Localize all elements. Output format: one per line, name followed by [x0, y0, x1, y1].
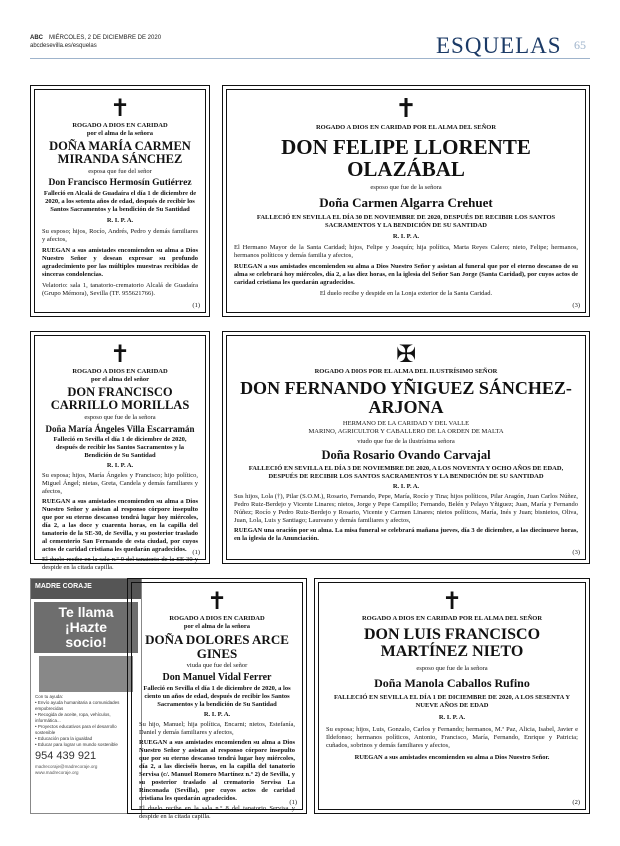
header-site: abcdesevilla.es/esquelas: [30, 43, 97, 49]
obituary-martinez: [314, 578, 590, 814]
cross-icon: ✝: [109, 340, 131, 368]
obituary-llorente: [222, 85, 590, 317]
rip-text: R. I. P. A.: [203, 711, 231, 719]
rogado-text: ROGADO A DIOS EN CARIDAD: [72, 122, 168, 129]
por-text: por el alma de la señora: [86, 130, 154, 137]
spouse-name: Don Francisco Hermosín Gutiérrez: [48, 178, 192, 189]
death-notice: Falleció en Alcalá de Guadaíra el día 1 de diciembre de 2020, a los setenta años de edad, después de recibir los Santos Sacramentos y la bendición de Su Santidad: [43, 190, 197, 214]
deceased-name: DON FRANCISCO CARRILLO MORILLAS: [50, 385, 190, 413]
relation-text: esposo que fue de la señora: [370, 184, 442, 192]
spouse-name: Doña Manola Caballos Rufino: [374, 675, 530, 690]
deceased-name: DOÑA DOLORES ARCE GINES: [145, 632, 289, 661]
family-text: El Hermano Mayor de la Santa Caridad; hijos, Felipe y Joaquín; hija política, Marta Reyes Calero; nieto, Felipe; hermanos, hermanos políticos y demás familia y afectos,: [234, 244, 578, 260]
death-notice: FALLECIÓ EN SEVILLA EL DÍA 3 DE NOVIEMBRE DE 2020, A LOS NOVENTA Y OCHO AÑOS DE EDAD, DESPUÉS DE RECIBIR LOS SANTOS SACRAMENTOS Y LA BENDICIÓN DE SU SANTIDAD: [248, 464, 564, 480]
spouse-name: Doña Rosario Ovando Carvajal: [321, 447, 491, 462]
rip-text: R. I. P. A.: [438, 713, 466, 721]
por-text: por el alma de la señora: [183, 623, 251, 630]
family-text: Su esposo; hijos, Rocío, Andrés, Pedro y demás familiares y afectos,: [42, 228, 198, 244]
obituary-arce: [127, 578, 307, 821]
ad-headline: [34, 602, 138, 653]
ad-line-2: ¡Hazte: [64, 619, 107, 635]
family-text: Su esposa; hijos, Luis, Gonzalo, Carlos y Fernando; hermanos, M.ª Paz, Alicia, Isabel, Javier e Ildefonso; hermanos políticos, Antonio, Francisco, María, Fernando, Enrique y Patricia; cuñados, sobrinos y demás familiares y afectos,: [326, 725, 578, 749]
obituary-carrillo: [30, 331, 210, 572]
header-date: MIÉRCOLES, 2 DE DICIEMBRE DE 2020: [49, 35, 162, 41]
duelo-text: El duelo recibe y despide en la Lonja exterior de la Santa Caridad.: [319, 290, 493, 298]
duelo-text: El duelo recibe en la sala n.º 8 del tanatorio Servisa y despide en la citada capilla.: [139, 805, 295, 821]
death-notice: FALLECIÓ EN SEVILLA EL DÍA 30 DE NOVIEMBRE DE 2020, DESPUÉS DE RECIBIR LOS SANTOS SACRAMENTOS Y LA BENDICIÓN DE SU SANTIDAD: [256, 214, 556, 230]
spouse-name: Don Manuel Vidal Ferrer: [162, 672, 272, 684]
ad-email[interactable]: madrecoraje@madrecoraje.org: [35, 764, 98, 769]
title-line-2: MARINO, AGRICULTOR Y CABALLERO DE LA ORDEN DE MALTA: [308, 427, 504, 435]
ad-list-item: • Educar para lograr un mundo sostenible: [35, 742, 118, 747]
ad-list-item: • Envío ayuda humanitaria a comunidades empobrecidas: [35, 700, 120, 711]
ruegan-text: RUEGAN a sus amistades encomienden su alma a Dios Nuestro Señor y asistan al responso córpore insepulto que por su eterno descanso tendrá lugar hoy miércoles, día 2, a las dieciséis horas, en la capilla del tanatorio Servisa (c/. Manuel Romero Martínez n.º 2) de Sevilla, y su posterior traslado al crematorio Servisa La Rinconada (Sevilla), por cuyos actos de caridad cristiana les quedarán agradecidos.: [139, 739, 295, 803]
notice-count: (2): [572, 799, 580, 806]
relation-text: esposo que fue de la señora: [416, 664, 488, 672]
madre-coraje-ad[interactable]: [30, 578, 142, 814]
notice-count: (1): [289, 799, 297, 806]
header-divider: [30, 58, 590, 59]
relation-text: viuda que fue del señor: [186, 662, 248, 670]
header-meta: [30, 34, 161, 50]
ad-list: [31, 694, 141, 748]
ad-phone[interactable]: 954 439 921: [35, 750, 97, 762]
death-notice: Falleció en Sevilla el día 1 de diciembre de 2020, a los ciento un años de edad, después de recibir los Santos Sacramentos y la bendición de Su Santidad: [143, 685, 291, 709]
cross-icon: ✝: [395, 94, 417, 124]
ruegan-text: RUEGAN a sus amistades encomienden su alma a Dios Nuestro Señor.: [354, 753, 550, 761]
cross-icon: ✝: [206, 587, 228, 615]
notice-count: (3): [572, 302, 580, 309]
obituary-yniguez: [222, 331, 590, 564]
rogado-text: ROGADO A DIOS POR EL ALMA DEL ILUSTRÍSIMO SEÑOR: [314, 368, 498, 375]
death-notice: FALLECIÓ EN SEVILLA EL DÍA 1 DE DICIEMBRE DE 2020, A LOS SESENTA Y NUEVE AÑOS DE EDAD: [333, 693, 571, 709]
section-title: ESQUELAS: [436, 33, 562, 58]
obituary-miranda: [30, 85, 210, 317]
family-text: Sus hijos, Lola (†), Pilar (S.O.M.), Rosario, Fernando, Pepe, María, Rocío y Tina; hijos políticos, Pilar Aragón, Juan Carlos Núñez, Pedro Ruiz-Berdejo y Vicente Linares; nietos, Jorge y Pepe Campillo; Fernando, Belén y Pelayo Yñiguez; Juan, María y Fernando Núñez; Rocío y Pedro Ruiz-Berdejo y Rosario, Vicente y Carmen Linares; nietos políticos, María, Inés y Juan; bisnietos, Oliva, Juan, Lola, Luis y Santiago; Laureano y demás familiares y afectos,: [234, 492, 578, 524]
relation-text: esposa que fue del señor: [88, 168, 152, 176]
family-text: Su hijo, Manuel; hija política, Encarni; nietos, Estefanía, Daniel y demás familiares y afectos,: [139, 721, 295, 737]
rip-text: R. I. P. A.: [392, 482, 420, 490]
ad-list-item: • Educación para la igualdad: [35, 736, 93, 741]
deceased-name: DON LUIS FRANCISCO MARTÍNEZ NIETO: [363, 626, 541, 660]
notice-count: (1): [192, 302, 200, 309]
ruegan-text: RUEGAN a sus amistades encomienden su alma a Dios Nuestro Señor y asistan al responso córpore insepulto que por su eterno descanso tendrá lugar hoy miércoles, día 2, a las doce y cuarenta horas, en la capilla del tanatorio de la SE-30, de Sevilla, y su posterior traslado al cementerio San Fernando de esta ciudad, por cuyos actos de caridad cristiana les quedarán agradecidos.: [42, 498, 198, 554]
notice-count: (1): [192, 549, 200, 556]
relation-text: esposo que fue de la señora: [84, 414, 156, 422]
ad-list-item: • Recogida de aceite, ropa, vehículos, informática...: [35, 712, 111, 723]
ad-list-item: Con tu ayuda:: [35, 694, 64, 699]
rip-text: R. I. P. A.: [106, 462, 134, 470]
spouse-name: Doña Carmen Algarra Crehuet: [319, 195, 493, 211]
maltese-cross-icon: ✠: [395, 340, 417, 368]
ad-photo: [39, 656, 133, 692]
ruegan-text: RUEGAN a sus amistades encomienden su alma a Dios Nuestro Señor y asistan al funeral que por el eterno descanso de su alma se celebrará hoy miércoles, día 2, a las diez horas, en la iglesia del Señor San Jorge (Santa Caridad), por cuyos actos de caridad cristiana les quedarán agradecidos.: [234, 263, 578, 287]
deceased-name: DON FERNANDO YÑIGUEZ SÁNCHEZ-ARJONA: [240, 378, 572, 417]
ad-website[interactable]: www.madrecoraje.org: [35, 770, 79, 775]
spouse-name: Doña María Ángeles Villa Escarramán: [45, 424, 195, 435]
ad-line-1: Te llama: [58, 604, 114, 620]
rip-text: R. I. P. A.: [392, 233, 420, 241]
relation-text: viudo que fue de la ilustrísima señora: [357, 437, 455, 445]
cross-icon: ✝: [441, 587, 463, 615]
brand-label: ABC: [30, 35, 43, 41]
rogado-text: ROGADO A DIOS EN CARIDAD: [72, 368, 168, 375]
ad-brand: MADRE CORAJE: [31, 579, 141, 599]
velatorio-text: Velatorio: sala 1, tanatorio-crematorio Alcalá de Guadaíra (Grupo Mémora), Sevilla (TF. 955621766).: [42, 282, 198, 298]
page-number: 65: [574, 38, 586, 52]
rogado-text: ROGADO A DIOS EN CARIDAD POR EL ALMA DEL SEÑOR: [315, 124, 497, 131]
ad-line-3: socio!: [65, 634, 107, 650]
ad-list-item: • Proyectos educativos para el desarrollo sostenible: [35, 724, 117, 735]
family-text: Su esposa; hijos, María Ángeles y Francisco; hijo político, Miguel Ángel; nietas, Greta, Candela y demás familiares y afectos,: [42, 472, 198, 496]
duelo-text: El duelo recibe en la sala n.º 9 del tanatorio de la SE-30 y despide en la citada capilla.: [42, 556, 198, 572]
ruegan-text: RUEGAN una oración por su alma. La misa funeral se celebrará mañana jueves, día 3 de diciembre, a las diecinueve horas, en la iglesia de la Anunciación.: [234, 526, 578, 542]
deceased-name: DOÑA MARÍA CARMEN MIRANDA SÁNCHEZ: [49, 139, 191, 167]
title-line-1: HERMANO DE LA CARIDAD Y DEL VALLE: [342, 419, 470, 427]
rip-text: R. I. P. A.: [106, 217, 134, 225]
cross-icon: ✝: [109, 94, 131, 122]
death-notice: Falleció en Sevilla el día 1 de diciembre de 2020, después de recibir los Santos Sacramentos y la Bendición de Su Santidad: [53, 436, 187, 460]
rogado-text: ROGADO A DIOS EN CARIDAD: [169, 615, 265, 622]
ruegan-text: RUEGAN a sus amistades encomienden su alma a Dios Nuestro Señor y desean expresar su profundo agradecimiento por las múltiples muestras recibidas de sinceras condolencias.: [42, 247, 198, 279]
por-text: por el alma del señor: [90, 376, 149, 383]
rogado-text: ROGADO A DIOS EN CARIDAD POR EL ALMA DEL SEÑOR: [361, 615, 543, 622]
deceased-name: DON FELIPE LLORENTE OLAZÁBAL: [281, 135, 531, 182]
notice-count: (3): [572, 549, 580, 556]
